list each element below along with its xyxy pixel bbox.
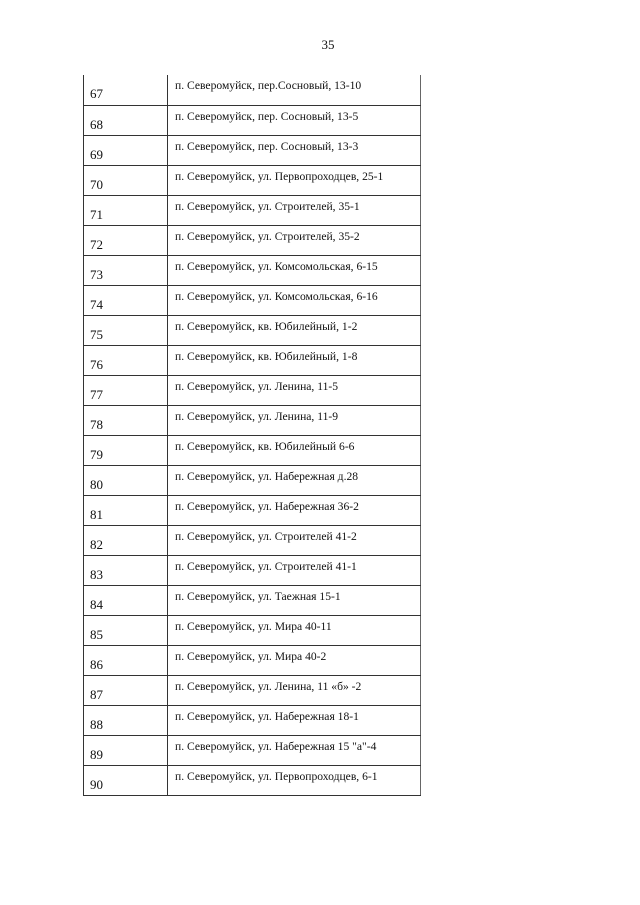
row-address: п. Северомуйск, пер. Сосновый, 13-3 [168,135,421,165]
row-number: 74 [84,285,168,315]
table-row [84,315,421,345]
row-number: 73 [84,255,168,285]
row-address: п. Северомуйск, ул. Комсомольская, 6-15 [168,255,421,285]
table-row [84,465,421,495]
row-number: 87 [84,675,168,705]
row-number: 85 [84,615,168,645]
row-number: 90 [84,765,168,795]
row-number: 69 [84,135,168,165]
table-row [84,105,421,135]
row-number: 84 [84,585,168,615]
row-address: п. Северомуйск, ул. Набережная 15 "а"-4 [168,735,421,765]
row-number: 80 [84,465,168,495]
table-row [84,735,421,765]
table-row [84,555,421,585]
row-number: 77 [84,375,168,405]
row-number: 71 [84,195,168,225]
table-row [84,165,421,195]
table-row [84,495,421,525]
table-row [84,675,421,705]
row-number: 86 [84,645,168,675]
row-address: п. Северомуйск, пер. Сосновый, 13-5 [168,105,421,135]
table-row [84,765,421,795]
row-number: 83 [84,555,168,585]
table-row [84,585,421,615]
table-row [84,285,421,315]
row-address: п. Северомуйск, ул. Ленина, 11 «б» -2 [168,675,421,705]
row-address: п. Северомуйск, ул. Ленина, 11-9 [168,405,421,435]
address-table [83,75,421,796]
row-address: п. Северомуйск, ул. Ленина, 11-5 [168,375,421,405]
table-row [84,615,421,645]
row-number: 67 [84,75,168,105]
row-address: п. Северомуйск, ул. Комсомольская, 6-16 [168,285,421,315]
row-number: 76 [84,345,168,375]
row-address: п. Северомуйск, ул. Набережная д.28 [168,465,421,495]
row-number: 82 [84,525,168,555]
row-address: п. Северомуйск, кв. Юбилейный, 1-8 [168,345,421,375]
row-address: п. Северомуйск, кв. Юбилейный 6-6 [168,435,421,465]
row-number: 78 [84,405,168,435]
table-row [84,405,421,435]
row-address: п. Северомуйск, кв. Юбилейный, 1-2 [168,315,421,345]
row-address: п. Северомуйск, ул. Мира 40-2 [168,645,421,675]
table-row [84,135,421,165]
row-address: п. Северомуйск, пер.Сосновый, 13-10 [168,75,421,105]
row-address: п. Северомуйск, ул. Строителей 41-2 [168,525,421,555]
row-address: п. Северомуйск, ул. Первопроходцев, 25-1 [168,165,421,195]
table-row [84,645,421,675]
table-row [84,225,421,255]
table-row [84,195,421,225]
row-address: п. Северомуйск, ул. Набережная 36-2 [168,495,421,525]
page-number: 35 [321,37,335,52]
row-number: 75 [84,315,168,345]
table-row [84,255,421,285]
row-number: 79 [84,435,168,465]
row-address: п. Северомуйск, ул. Строителей, 35-1 [168,195,421,225]
row-address: п. Северомуйск, ул. Набережная 18-1 [168,705,421,735]
table-row [84,345,421,375]
row-address: п. Северомуйск, ул. Мира 40-11 [168,615,421,645]
row-number: 72 [84,225,168,255]
row-address: п. Северомуйск, ул. Строителей, 35-2 [168,225,421,255]
row-address: п. Северомуйск, ул. Таежная 15-1 [168,585,421,615]
table-row [84,705,421,735]
table-row [84,375,421,405]
table-row [84,75,421,105]
row-number: 88 [84,705,168,735]
row-number: 89 [84,735,168,765]
row-number: 70 [84,165,168,195]
table-row [84,525,421,555]
row-number: 68 [84,105,168,135]
row-address: п. Северомуйск, ул. Строителей 41-1 [168,555,421,585]
row-number: 81 [84,495,168,525]
row-address: п. Северомуйск, ул. Первопроходцев, 6-1 [168,765,421,795]
table-row [84,435,421,465]
address-table-body [84,75,421,795]
